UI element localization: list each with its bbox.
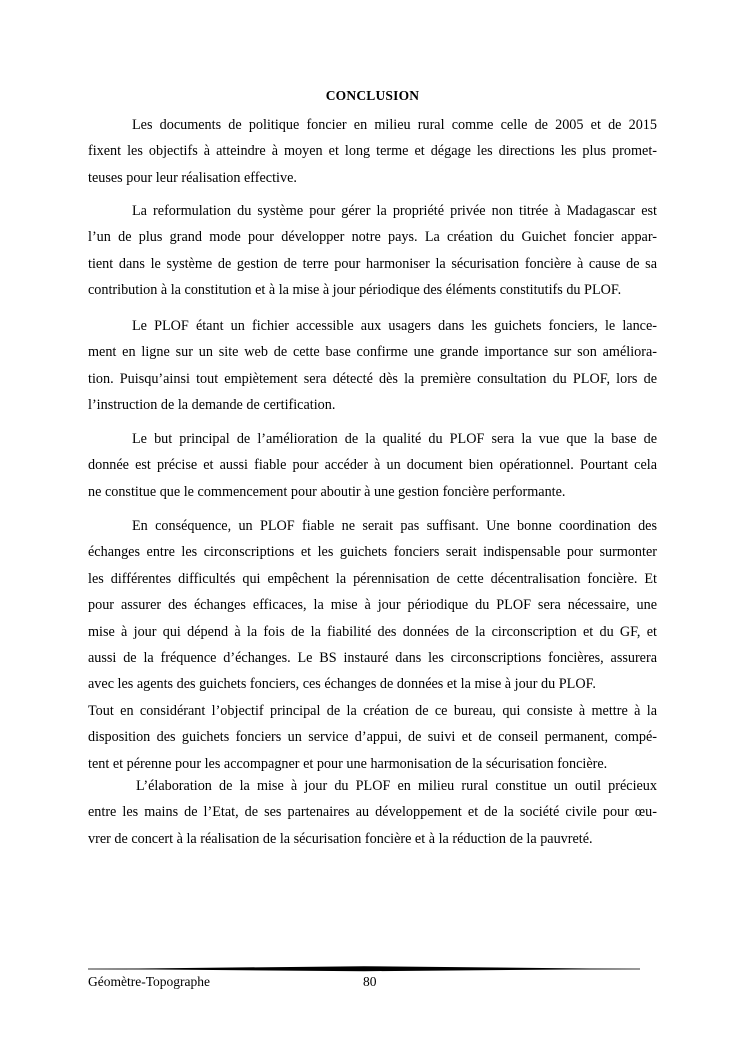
text-line: mise à jour qui dépend à la fois de la fiabilité des données de la circonscription et du GF, et [88,623,657,640]
text-line: donnée est précise et aussi fiable pour accéder à un document bien opérationnel. Pourtant cela [88,457,657,474]
text-line: Tout en considérant l’objectif principal de la création de ce bureau, qui consiste à mettre à la [88,702,657,719]
text-line: tent et pérenne pour les accompagner et pour une harmonisation de la sécurisation foncière. [88,755,608,772]
text-line: fixent les objectifs à atteindre à moyen et long terme et dégage les directions les plus promet- [88,143,657,160]
text-line: l’instruction de la demande de certification. [88,397,336,414]
paragraph-1 [88,112,657,191]
text-line: ne constitue que le commencement pour aboutir à une gestion foncière performante. [88,483,566,500]
text-line: vrer de concert à la réalisation de la sécurisation foncière et à la réduction de la pauvreté. [88,830,593,847]
text-line: contribution à la constitution et à la mise à jour périodique des éléments constitutifs du PLOF. [88,282,622,299]
footer-divider [88,963,640,973]
page-number: 80 [363,974,377,989]
text-line: ment en ligne sur un site web de cette base confirme une grande importance sur son améliora- [88,344,657,361]
page-title: CONCLUSION [325,88,420,103]
text-line: disposition des guichets fonciers un service d’appui, de suivi et de conseil permanent, compé- [88,729,657,746]
text-line: aussi de la fréquence d’échanges. Le BS instauré dans les circonscriptions foncières, assurera [88,650,657,667]
text-line: l’un de plus grand mode pour développer notre pays. La création du Guichet foncier appar- [88,229,657,246]
text-line: teuses pour leur réalisation effective. [88,169,297,186]
text-line: entre les mains de l’Etat, de ses partenaires au développement et de la société civile pour œu- [88,804,657,821]
text-line: Le PLOF étant un fichier accessible aux usagers dans les guichets fonciers, le lance- [132,318,657,334]
paragraph-6 [88,773,657,852]
text-line: Le but principal de l’amélioration de la qualité du PLOF sera la vue que la base de [132,431,657,447]
footer-label: Géomètre-Topographe [88,974,211,989]
text-line: avec les agents des guichets fonciers, ces échanges de données et la mise à jour du PLOF. [88,676,596,693]
text-line: les différentes difficultés qui empêchent la pérennisation de cette décentralisation foncière. Et [88,570,657,587]
text-line: échanges entre les circonscriptions et les guichets fonciers serait indispensable pour surmonter [88,544,657,561]
text-line: pour assurer des échanges efficaces, la mise à jour périodique du PLOF sera nécessaire, une [88,597,657,614]
text-line: Les documents de politique foncier en milieu rural comme celle de 2005 et de 2015 [132,117,657,133]
text-line: La reformulation du système pour gérer la propriété privée non titrée à Madagascar est [132,203,657,219]
paragraph-2 [88,198,657,304]
paragraph-3 [88,313,657,419]
text-line: tion. Puisqu’ainsi tout empiètement sera détecté dès la première consultation du PLOF, lors de [88,370,657,387]
paragraph-4 [88,426,657,505]
text-line: En conséquence, un PLOF fiable ne serait pas suffisant. Une bonne coordination des [132,518,657,534]
text-line: L’élaboration de la mise à jour du PLOF en milieu rural constitue un outil précieux [136,778,657,794]
text-line: tient dans le système de gestion de terre pour harmoniser la sécurisation foncière à cause de sa [88,255,657,272]
paragraph-5 [88,513,657,777]
